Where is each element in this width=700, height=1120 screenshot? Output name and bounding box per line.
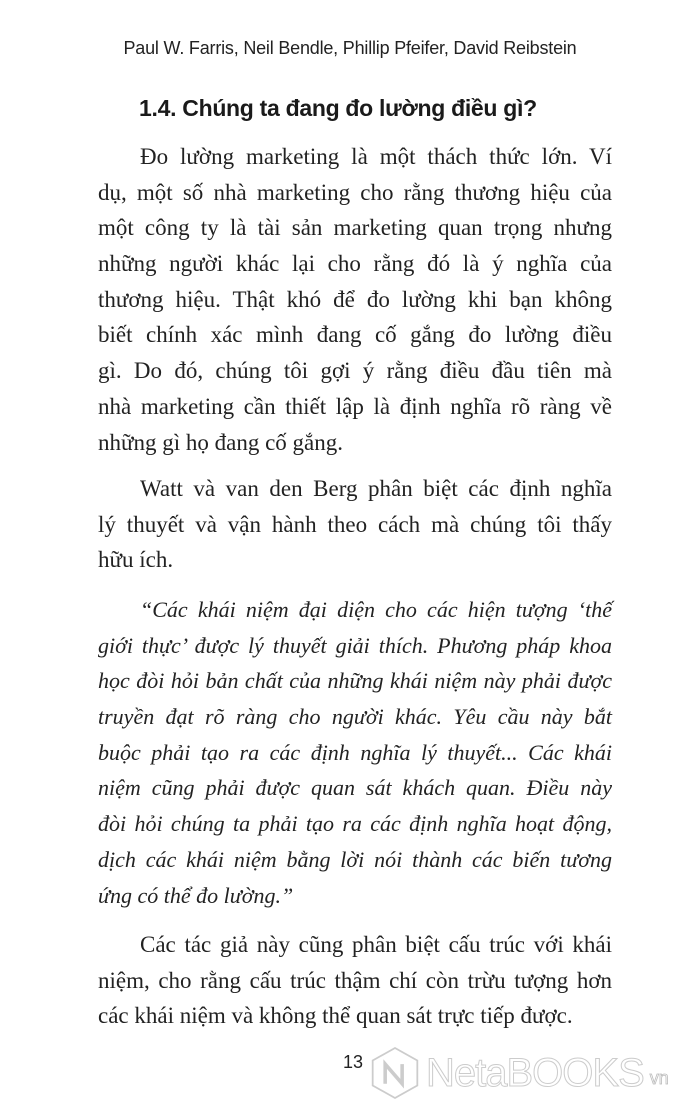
running-header-authors: Paul W. Farris, Neil Bendle, Phillip Pfeifer, David Reibstein [123,38,577,58]
text-line: một công ty là tài sản marketing quan trọng nhưng [98,215,612,241]
text-line: dụ, một số nhà marketing cho rằng thương hiệu của [98,179,612,205]
text-line: nhà marketing cần thiết lập là định nghĩa rõ ràng về [98,393,612,419]
paragraph-intro [98,139,612,460]
text-line: dịch các khái niệm bằng lời nói thành các biến tương [98,846,612,872]
text-line: hữu ích. [98,547,174,573]
netabooks-watermark [370,1046,669,1100]
text-line: ứng có thể đo lường.” [98,882,294,908]
text-line: học đòi hỏi bản chất của những khái niệm này phải được [98,668,612,694]
text-line: các khái niệm và không thể quan sát trực tiếp được. [98,1003,573,1029]
text-line: niệm cũng phải được quan sát khách quan. Điều này [98,775,612,801]
block-quote [98,592,612,913]
netabooks-logo-icon [370,1046,420,1100]
text-line: Các tác giả này cũng phân biệt cấu trúc với khái [140,932,612,957]
text-line: niệm, cho rằng cấu trúc thậm chí còn trừu tượng hơn [98,967,612,993]
watermark-brand: NetaBOOKS [426,1050,644,1095]
text-line: truyền đạt rõ ràng cho người khác. Yêu cầu này bắt [98,704,612,730]
text-line: những người khác lại cho rằng đó là ý nghĩa của [98,251,612,277]
text-line: “Các khái niệm đại diện cho các hiện tượng ‘thế [140,597,612,622]
watermark-suffix: vn [649,1067,669,1088]
text-line: giới thực’ được lý thuyết giải thích. Phương pháp khoa [98,632,612,658]
text-line: biết chính xác mình đang cố gắng đo lường điều [98,322,612,348]
page-number: 13 [343,1052,364,1072]
text-line: gì. Do đó, chúng tôi gợi ý rằng điều đầu tiên mà [98,358,612,384]
paragraph-constructs [98,927,612,1034]
text-line: Watt và van den Berg phân biệt các định nghĩa [140,476,612,501]
text-line: Đo lường marketing là một thách thức lớn. Ví [140,144,612,169]
section-title: 1.4. Chúng ta đang đo lường điều gì? [139,95,537,121]
paragraph-watt [98,471,612,578]
text-line: lý thuyết và vận hành theo cách mà chúng tôi thấy [98,511,612,537]
text-line: buộc phải tạo ra các định nghĩa lý thuyết... Các khái [98,739,612,765]
text-line: những gì họ đang cố gắng. [98,429,343,455]
text-line: đòi hỏi chúng ta phải tạo ra các định nghĩa hoạt động, [98,811,612,837]
text-line: thương hiệu. Thật khó để đo lường khi bạn không [98,286,612,312]
